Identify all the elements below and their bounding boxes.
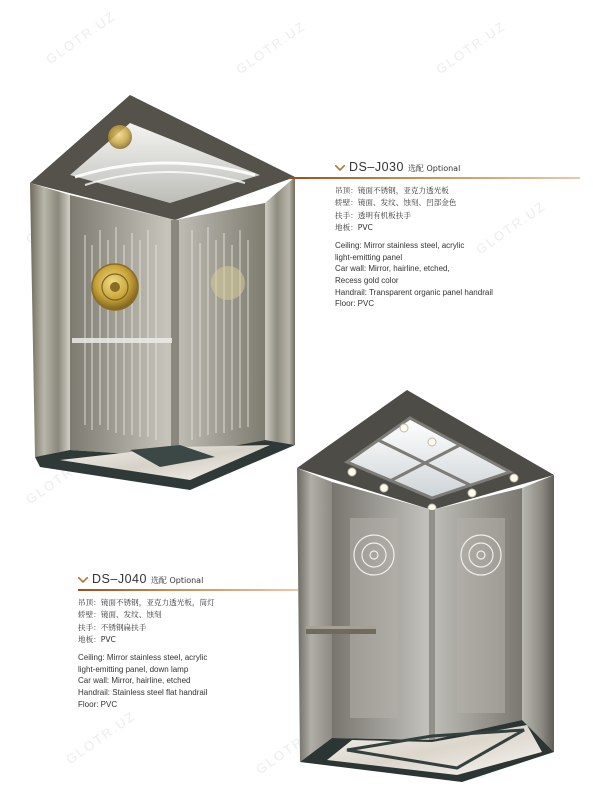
spec-en-line: Recess gold color bbox=[335, 275, 399, 285]
spec-en-line: light-emitting panel bbox=[335, 252, 403, 262]
watermark: GLOTR.UZ bbox=[253, 717, 329, 778]
spec-block-ds-j030 bbox=[335, 160, 585, 310]
optional-label: 选配 Optional bbox=[150, 576, 204, 585]
spec-zh-line: 地板：PVC bbox=[335, 222, 373, 232]
spec-en-line: Handrail: Stainless steel flat handrail bbox=[78, 687, 208, 697]
spec-zh-line: 扶手：透明有机板扶手 bbox=[335, 210, 411, 220]
spec-en-list bbox=[78, 652, 308, 710]
watermark: GLOTR.UZ bbox=[43, 7, 119, 68]
spec-en-line: Car wall: Mirror, hairline, etched, bbox=[335, 264, 450, 274]
spec-zh-line: 轿壁：镜面、发纹、蚀刻、凹部金色 bbox=[335, 198, 457, 208]
spec-zh-line: 扶手：不锈钢扁扶手 bbox=[78, 622, 147, 632]
divider-rule bbox=[78, 589, 298, 591]
elevator-cab-image-ds-j040 bbox=[292, 390, 557, 785]
spec-en-line: Car wall: Mirror, hairline, etched bbox=[78, 676, 191, 686]
model-code: DS–J040 bbox=[92, 572, 147, 586]
spec-zh-list bbox=[78, 597, 308, 646]
spec-en-line: Ceiling: Mirror stainless steel, acrylic bbox=[335, 241, 465, 251]
spec-block-ds-j040 bbox=[78, 572, 308, 710]
watermark: GLOTR.UZ bbox=[433, 17, 509, 78]
watermark: GLOTR.UZ bbox=[63, 707, 139, 768]
watermark: GLOTR.UZ bbox=[473, 197, 549, 258]
optional-label: 选配 Optional bbox=[407, 164, 461, 173]
spec-en-line: Floor: PVC bbox=[335, 299, 375, 309]
spec-zh-line: 地板：PVC bbox=[78, 634, 116, 644]
spec-en-list bbox=[335, 240, 585, 310]
spec-zh-line: 轿壁：镜面、发纹、蚀刻 bbox=[78, 610, 162, 620]
divider-rule bbox=[290, 177, 580, 179]
elevator-cab-image-ds-j030 bbox=[30, 95, 300, 495]
spec-en-line: Floor: PVC bbox=[78, 699, 118, 709]
watermark: GLOTR.UZ bbox=[23, 447, 99, 508]
spec-zh-list bbox=[335, 185, 585, 234]
model-marker-icon bbox=[78, 577, 88, 583]
model-heading bbox=[335, 160, 585, 174]
watermark: GLOTR.UZ bbox=[233, 17, 309, 78]
spec-en-line: Handrail: Transparent organic panel handrail bbox=[335, 287, 493, 297]
model-marker-icon bbox=[335, 165, 345, 171]
spec-en-line: light-emitting panel, down lamp bbox=[78, 664, 189, 674]
model-heading bbox=[78, 572, 308, 586]
spec-zh-line: 吊顶：镜面不锈钢，亚克力透光板，筒灯 bbox=[78, 598, 215, 607]
spec-zh-line: 吊顶：镜面不锈钢，亚克力透光板 bbox=[335, 186, 449, 195]
spec-en-line: Ceiling: Mirror stainless steel, acrylic bbox=[78, 653, 208, 663]
model-code: DS–J030 bbox=[349, 160, 404, 174]
